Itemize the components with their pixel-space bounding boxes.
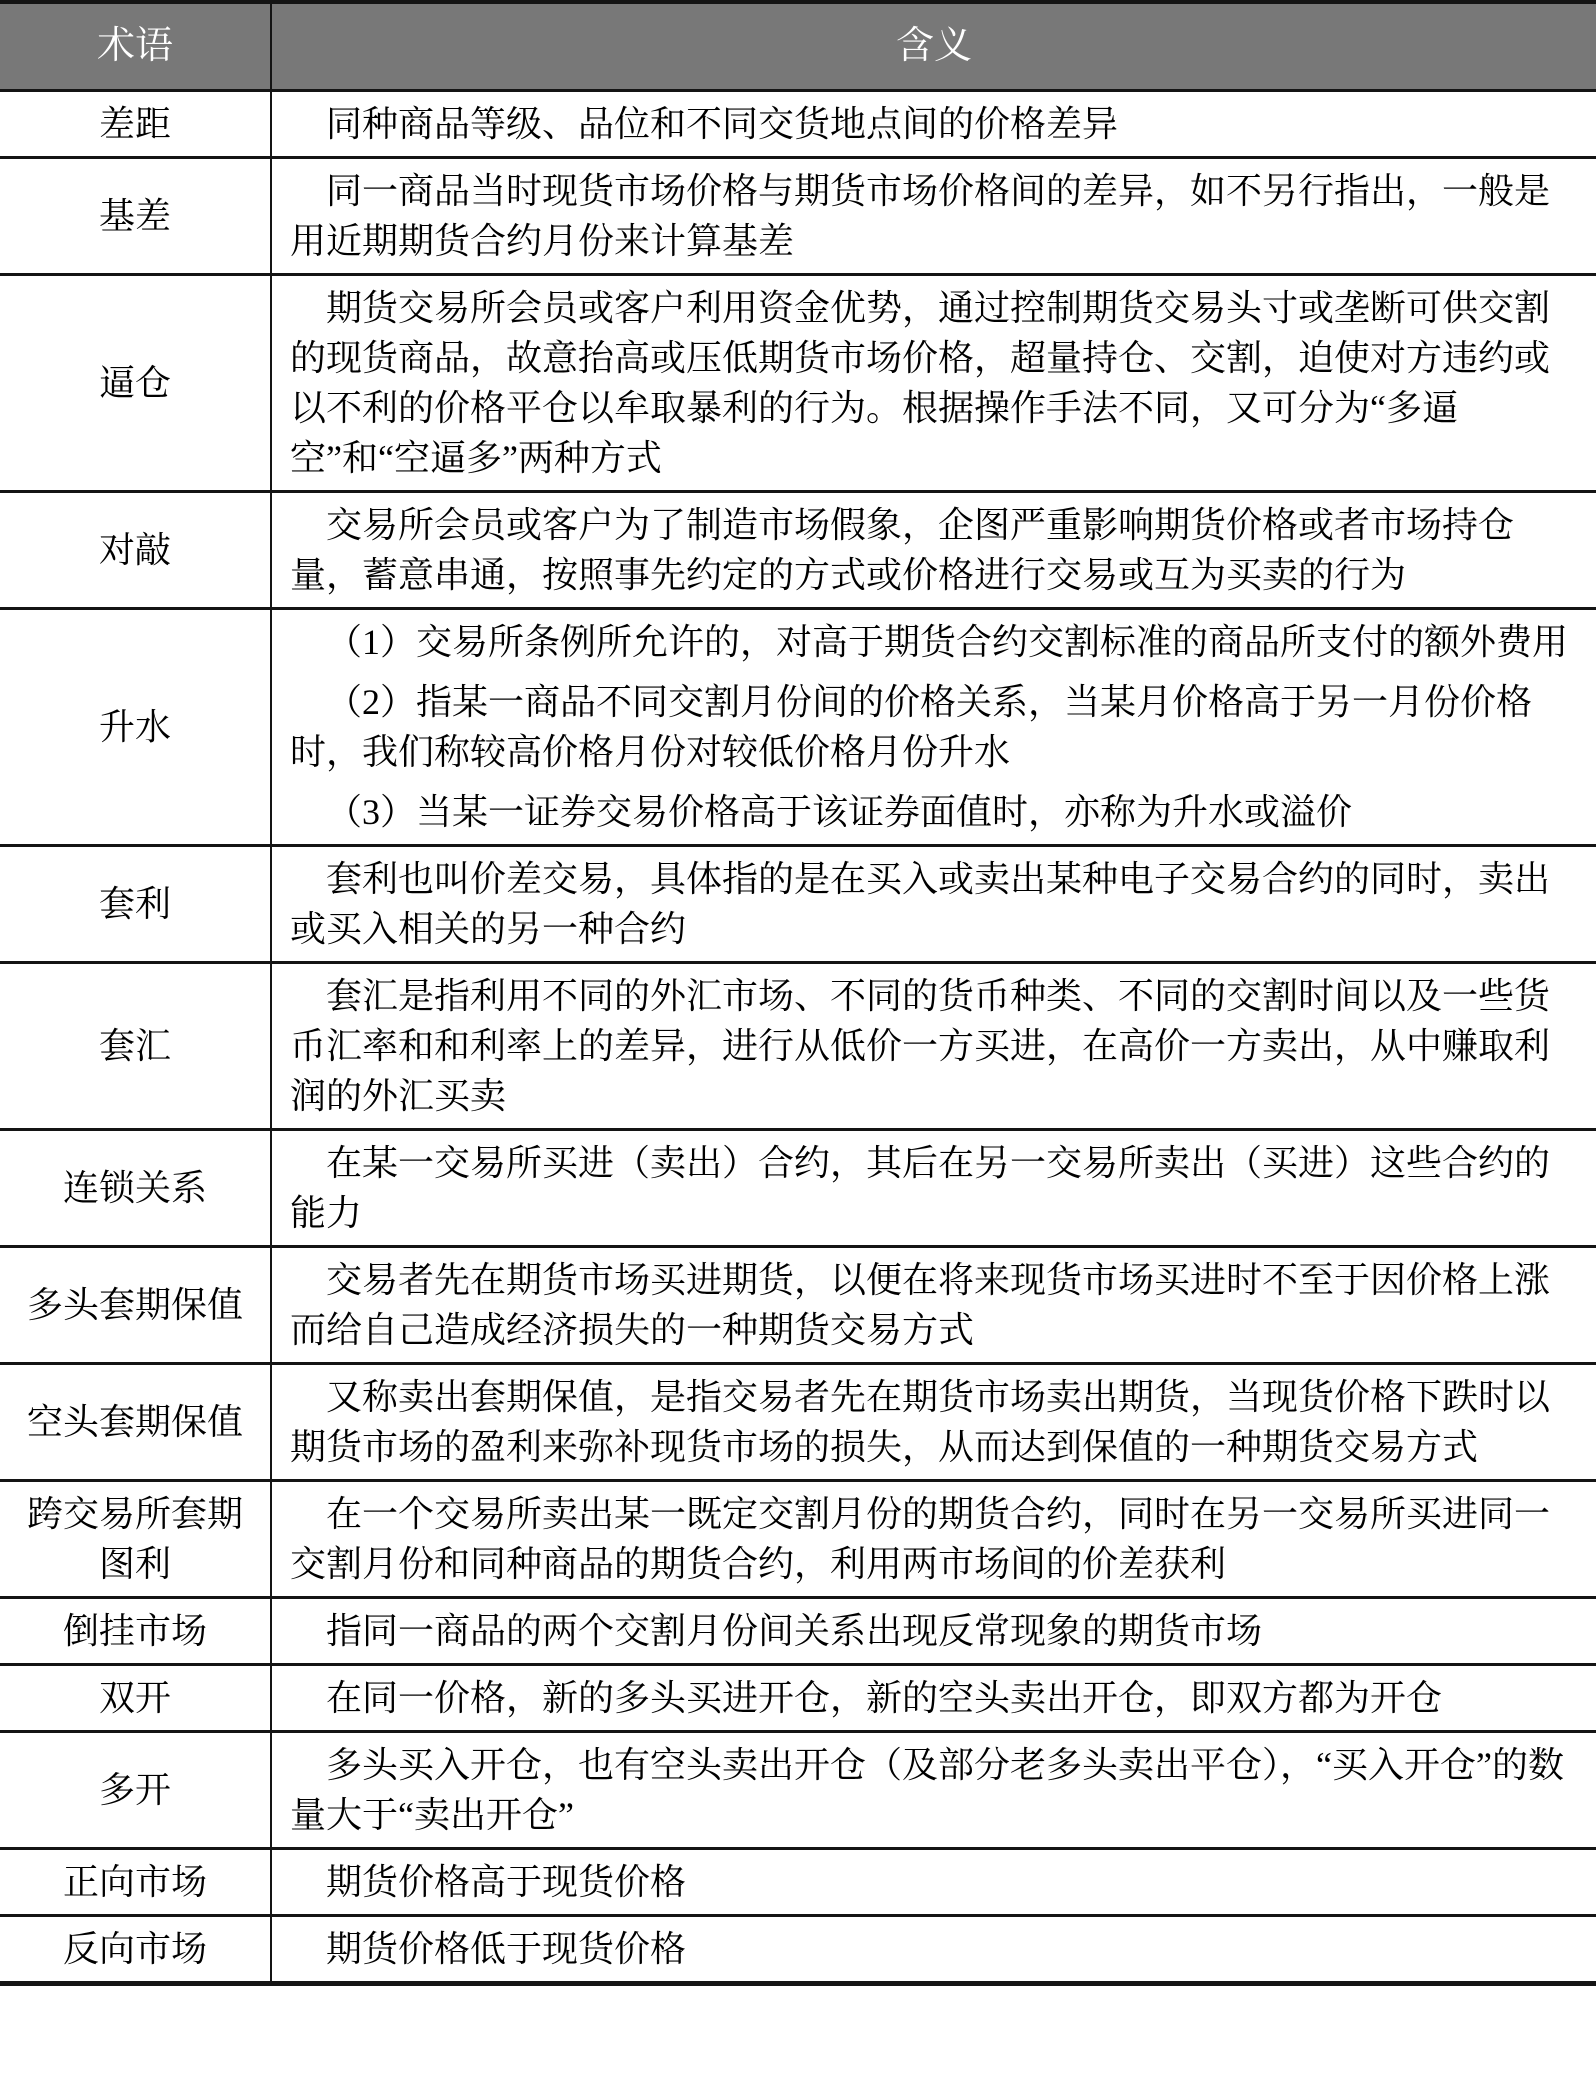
term-cell: 倒挂市场	[0, 1599, 272, 1663]
table-row	[0, 1730, 1596, 1847]
meaning-cell	[272, 1733, 1596, 1847]
term-cell: 对敲	[0, 493, 272, 607]
table-row	[0, 1847, 1596, 1914]
term-cell: 跨交易所套期图利	[0, 1482, 272, 1596]
table-row	[0, 1245, 1596, 1362]
table-row	[0, 490, 1596, 607]
meaning-paragraph: 多头买入开仓，也有空头卖出开仓（及部分老多头卖出平仓），“买入开仓”的数量大于“卖出开仓”	[290, 1745, 1564, 1835]
term-cell: 逼仓	[0, 276, 272, 490]
meaning-cell	[272, 493, 1596, 607]
table-row	[0, 89, 1596, 156]
meaning-paragraph: 在某一交易所买进（卖出）合约，其后在另一交易所卖出（买进）这些合约的能力	[290, 1143, 1551, 1233]
meaning-paragraph: 同一商品当时现货市场价格与期货市场价格间的差异，如不另行指出，一般是用近期期货合约月份来计算基差	[290, 171, 1551, 261]
term-cell: 正向市场	[0, 1850, 272, 1914]
term-cell: 套汇	[0, 964, 272, 1128]
meaning-cell	[272, 159, 1596, 273]
meaning-cell	[272, 847, 1596, 961]
meaning-paragraph: 在一个交易所卖出某一既定交割月份的期货合约，同时在另一交易所买进同一交割月份和同种商品的期货合约，利用两市场间的价差获利	[290, 1494, 1551, 1584]
meaning-paragraph: （3）当某一证券交易价格高于该证券面值时，亦称为升水或溢价	[326, 792, 1353, 832]
column-header-meaning: 含义	[895, 25, 972, 67]
meaning-cell	[272, 610, 1596, 844]
table-row	[0, 961, 1596, 1128]
term-cell: 差距	[0, 92, 272, 156]
meaning-paragraph: 期货价格低于现货价格	[326, 1929, 687, 1969]
meaning-paragraph: 指同一商品的两个交割月份间关系出现反常现象的期货市场	[326, 1611, 1263, 1651]
term-cell: 双开	[0, 1666, 272, 1730]
meaning-cell	[272, 964, 1596, 1128]
meaning-cell	[272, 1850, 1596, 1914]
term-cell: 套利	[0, 847, 272, 961]
meaning-cell	[272, 1599, 1596, 1663]
term-cell: 基差	[0, 159, 272, 273]
table-row	[0, 1479, 1596, 1596]
table-row	[0, 273, 1596, 490]
meaning-paragraph: 同种商品等级、品位和不同交货地点间的价格差异	[326, 104, 1119, 144]
meaning-cell	[272, 1666, 1596, 1730]
term-cell: 多开	[0, 1733, 272, 1847]
table-header-row	[0, 4, 1596, 89]
meaning-cell	[272, 92, 1596, 156]
term-cell: 反向市场	[0, 1917, 272, 1981]
table-row	[0, 1362, 1596, 1479]
table-row	[0, 607, 1596, 844]
meaning-paragraph: 套利也叫价差交易，具体指的是在买入或卖出某种电子交易合约的同时，卖出或买入相关的另一种合约	[290, 859, 1551, 949]
meaning-paragraph: （2）指某一商品不同交割月份间的价格关系，当某月价格高于另一月份价格时，我们称较高价格月份对较低价格月份升水	[290, 682, 1533, 772]
term-cell: 升水	[0, 610, 272, 844]
table-body	[0, 89, 1596, 1981]
table-row	[0, 1663, 1596, 1730]
meaning-paragraph: 套汇是指利用不同的外汇市场、不同的货币种类、不同的交割时间以及一些货币汇率和和利率上的差异，进行从低价一方买进，在高价一方卖出，从中赚取利润的外汇买卖	[290, 976, 1551, 1116]
column-header-term: 术语	[0, 4, 272, 89]
table-row	[0, 1914, 1596, 1981]
table-row	[0, 156, 1596, 273]
meaning-paragraph: 交易所会员或客户为了制造市场假象，企图严重影响期货价格或者市场持仓量，蓄意串通，按照事先约定的方式或价格进行交易或互为买卖的行为	[290, 505, 1515, 595]
table-row	[0, 1128, 1596, 1245]
term-cell: 多头套期保值	[0, 1248, 272, 1362]
meaning-cell	[272, 1917, 1596, 1981]
meaning-paragraph: 在同一价格，新的多头买进开仓，新的空头卖出开仓，即双方都为开仓	[326, 1678, 1443, 1718]
meaning-paragraph: 期货交易所会员或客户利用资金优势，通过控制期货交易头寸或垄断可供交割的现货商品，故意抬高或压低期货市场价格，超量持仓、交割，迫使对方违约或以不利的价格平仓以牟取暴利的行为。根据操作手法不同，又可分为“多逼空”和“空逼多”两种方式	[290, 288, 1551, 478]
meaning-paragraph: （1）交易所条例所允许的，对高于期货合约交割标准的商品所支付的额外费用	[326, 622, 1569, 662]
meaning-paragraph: 期货价格高于现货价格	[326, 1862, 687, 1902]
meaning-cell	[272, 1131, 1596, 1245]
table-row	[0, 844, 1596, 961]
meaning-cell	[272, 1365, 1596, 1479]
term-cell: 连锁关系	[0, 1131, 272, 1245]
term-cell: 空头套期保值	[0, 1365, 272, 1479]
meaning-paragraph: 又称卖出套期保值，是指交易者先在期货市场卖出期货，当现货价格下跌时以期货市场的盈利来弥补现货市场的损失，从而达到保值的一种期货交易方式	[290, 1377, 1551, 1467]
meaning-cell	[272, 276, 1596, 490]
meaning-cell	[272, 1248, 1596, 1362]
table-row	[0, 1596, 1596, 1663]
meaning-paragraph: 交易者先在期货市场买进期货，以便在将来现货市场买进时不至于因价格上涨而给自己造成经济损失的一种期货交易方式	[290, 1260, 1551, 1350]
meaning-cell	[272, 1482, 1596, 1596]
